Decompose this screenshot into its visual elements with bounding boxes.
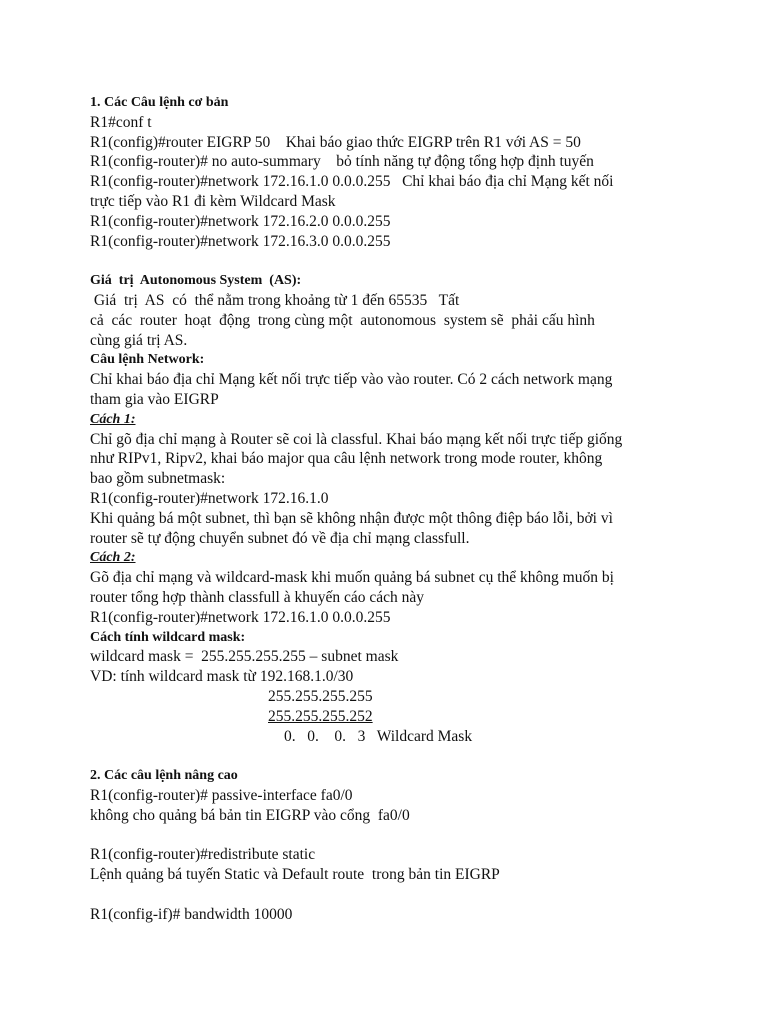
cmd-line: R1(config-router)#network 172.16.3.0 0.0.0.255 [90, 232, 391, 250]
way1-text: như RIPv1, Ripv2, khai báo major qua câu lệnh network trong mode router, không [90, 450, 603, 468]
wildcard-row: 255.255.255.255 [268, 687, 373, 705]
way1-text: bao gồm subnetmask: [90, 470, 226, 488]
cmd-line: R1#conf t [90, 113, 152, 131]
way1-title: Cách 1: [90, 411, 136, 427]
way1-note: router sẽ tự động chuyển subnet đó về địa chỉ mạng classfull. [90, 529, 470, 547]
cmd-line: R1(config)#router EIGRP 50 Khai báo giao thức EIGRP trên R1 với AS = 50 [90, 133, 581, 151]
network-intro: tham gia vào EIGRP [90, 390, 219, 408]
wildcard-row-underlined [90, 707, 710, 727]
way2-command: R1(config-router)#network 172.16.1.0 0.0.0.255 [90, 608, 391, 626]
as-text: cả các router hoạt động trong cùng một autonomous system sẽ phải cấu hình [90, 311, 595, 329]
cmd-line: R1(config-router)#network 172.16.1.0 0.0.0.255 Chỉ khai báo địa chỉ Mạng kết nối [90, 173, 614, 191]
wildcard-result: 0. 0. 0. 3 Wildcard Mask [284, 727, 473, 745]
redistribute-command: R1(config-router)#redistribute static [90, 846, 316, 864]
section2-title: 2. Các câu lệnh nâng cao [90, 768, 238, 784]
cmd-line: R1(config-router)#network 172.16.2.0 0.0.0.255 [90, 212, 391, 230]
spacer [90, 885, 710, 905]
cmd-line: trực tiếp vào R1 đi kèm Wildcard Mask [90, 192, 336, 210]
spacer [90, 746, 710, 766]
passive-command: R1(config-router)# passive-interface fa0/0 [90, 786, 353, 804]
bandwidth-command: R1(config-if)# bandwidth 10000 [90, 905, 293, 923]
way2-text: Gõ địa chỉ mạng và wildcard-mask khi muốn quảng bá subnet cụ thể không muốn bị [90, 569, 614, 587]
section1-title: 1. Các Câu lệnh cơ bản [90, 95, 229, 110]
way1-text: Chỉ gõ địa chỉ mạng à Router sẽ coi là classful. Khai báo mạng kết nối trực tiếp giống [90, 430, 623, 448]
redistribute-description: Lệnh quảng bá tuyến Static và Default route trong bản tin EIGRP [90, 866, 500, 884]
as-text: cùng giá trị AS. [90, 331, 188, 349]
wildcard-title: Cách tính wildcard mask: [90, 629, 246, 645]
as-text: Giá trị AS có thể nằm trong khoảng từ 1 đến 65535 Tất [90, 291, 460, 309]
wildcard-example: VD: tính wildcard mask từ 192.168.1.0/30 [90, 668, 354, 686]
spacer [90, 251, 710, 271]
cmd-line: R1(config-router)# no auto-summary bỏ tính năng tự động tổng hợp định tuyến [90, 153, 594, 171]
way1-command: R1(config-router)#network 172.16.1.0 [90, 489, 329, 507]
wildcard-formula: wildcard mask = 255.255.255.255 – subnet mask [90, 648, 399, 666]
as-title: Giá trị Autonomous System (AS): [90, 273, 302, 289]
way1-note: Khi quảng bá một subnet, thì bạn sẽ không nhận được một thông điệp báo lỗi, bởi vì [90, 509, 613, 527]
way2-title: Cách 2: [90, 550, 136, 566]
way2-text: router tổng hợp thành classfull à khuyến cáo cách này [90, 588, 425, 606]
network-title: Câu lệnh Network: [90, 352, 205, 368]
document-page [90, 93, 710, 924]
network-intro: Chỉ khai báo địa chỉ Mạng kết nối trực tiếp vào vào router. Có 2 cách network mạng [90, 371, 613, 389]
spacer [90, 825, 710, 845]
passive-description: không cho quảng bá bản tin EIGRP vào cổng fa0/0 [90, 806, 410, 824]
wildcard-row-text: 255.255.255.252 [268, 707, 373, 725]
